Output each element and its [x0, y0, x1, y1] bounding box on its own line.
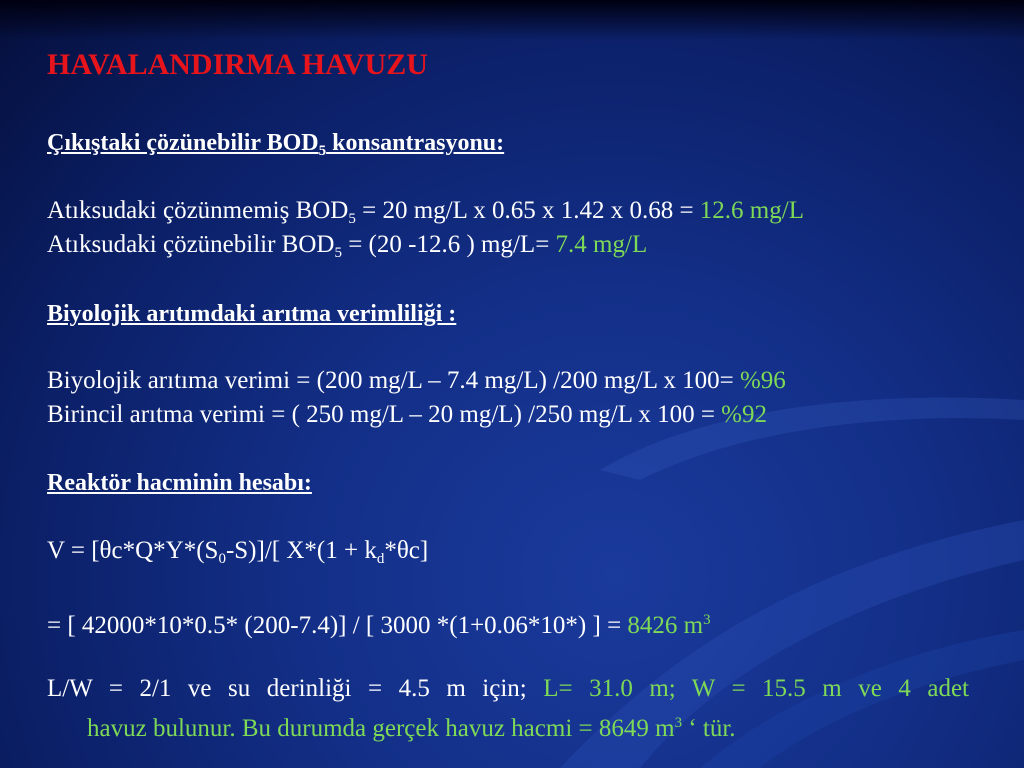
volume-formula: $V = [\theta c*Q*Y*(S_0-S)]/$[ $X*(1 + k_d*\theta c]$: [47, 537, 429, 567]
section-heading-volume: Reaktör hacminin hesabı:: [47, 470, 312, 496]
volume-calculation: = [ 42000*10*0.5* (200-7.4)] / [ 3000 *(1+0.06*10*) ] = 8426 $m^3$: [47, 612, 711, 639]
bod-insoluble-line: Atıksudaki çözünmemiş $BOD_5 = 20$ mg/L x 0.65 x 1.42 x 0.68 = 12.6 mg/L: [47, 197, 804, 227]
slide-title: HAVALANDIRMA HAVUZU: [47, 48, 428, 81]
section-heading-bod: Çıkıştaki çözünebilir $BOD_5$ konsantrasyonu:: [47, 130, 505, 159]
primary-efficiency-line: Birincil arıtma verimi = ( 250 mg/L – 20 mg/L) /250 mg/L x 100 = %92: [47, 401, 767, 428]
biological-efficiency-result: %96: [739, 367, 786, 394]
primary-efficiency-result: %92: [721, 401, 767, 428]
bod-soluble-line: Atıksudaki çözünebilir $BOD_5 = (20$ -12.6 ) mg/L= 7.4 mg/L: [47, 231, 648, 261]
section-heading-efficiency: Biyolojik arıtımdaki arıtma verimliliği :: [47, 301, 457, 327]
dimension-line-1: L/W = 2/1 ve su derinliği = 4.5 m için; L= 31.0 m; W = 15.5 m ve 4 adet: [47, 675, 969, 702]
bod-insoluble-result: 12.6 mg/L: [699, 197, 804, 224]
bod-soluble-result: 7.4 mg/L: [555, 231, 648, 258]
dimension-line-2: havuz bulunur. Bu durumda gerçek havuz hacmi = 8649 $m^3$ ‘ tür.: [87, 715, 736, 742]
biological-efficiency-line: Biyolojik arıtıma verimi = (200 mg/L – 7.4 mg/L) /200 mg/L x 100= %96: [47, 367, 786, 394]
volume-result: 8426 $m^3$: [627, 612, 711, 639]
